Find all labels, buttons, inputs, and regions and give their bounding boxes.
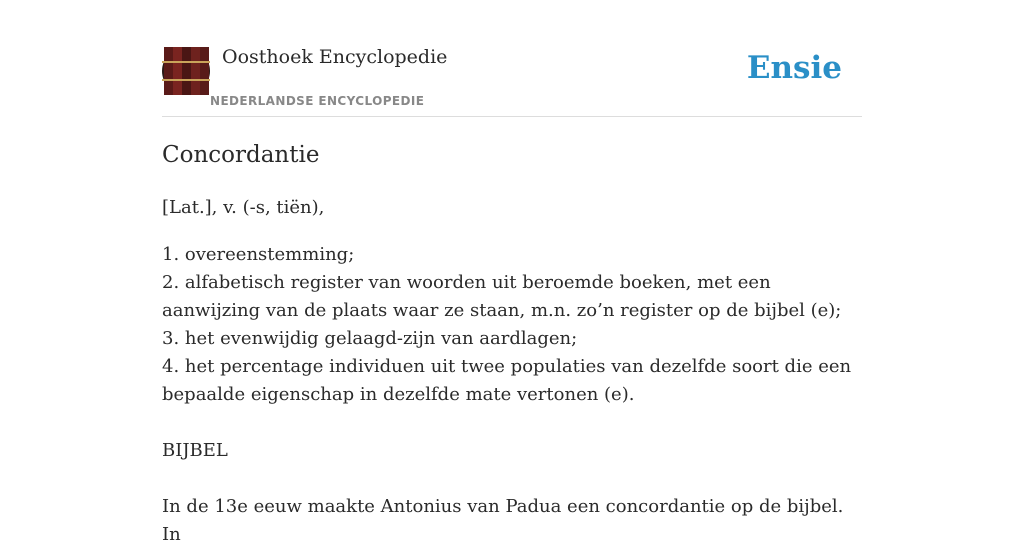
definition-item: 2. alfabetisch register van woorden uit beroemde boeken, met een aanwijzing van de plaats waar ze staan, m.n. zo’n register op de bijbel (e); — [162, 272, 842, 321]
site-name-link[interactable]: Oosthoek Encyclopedie — [222, 46, 448, 68]
page-title: Concordantie — [162, 142, 320, 168]
ensie-brand-link[interactable]: Ensie — [746, 50, 842, 86]
article — [162, 140, 862, 549]
article-lead: [Lat.], v. (-s, tiën), — [162, 197, 325, 218]
section-heading: BIJBEL — [162, 440, 228, 461]
definition-item: 3. het evenwijdig gelaagd-zijn van aardlagen; — [162, 328, 578, 349]
definition-item: 4. het percentage individuen uit twee populaties van dezelfde soort die een bepaalde eigenschap in dezelfde mate vertonen (e). — [162, 356, 852, 405]
site-header — [162, 46, 862, 117]
article-paragraph: In de 13e eeuw maakte Antonius van Padua een concordantie op de bijbel. In — [162, 496, 844, 545]
definition-item: 1. overeenstemming; — [162, 244, 355, 265]
definition-list — [162, 241, 862, 409]
bookshelf-icon[interactable] — [162, 47, 210, 95]
site-subtitle: NEDERLANDSE ENCYCLOPEDIE — [210, 94, 425, 108]
